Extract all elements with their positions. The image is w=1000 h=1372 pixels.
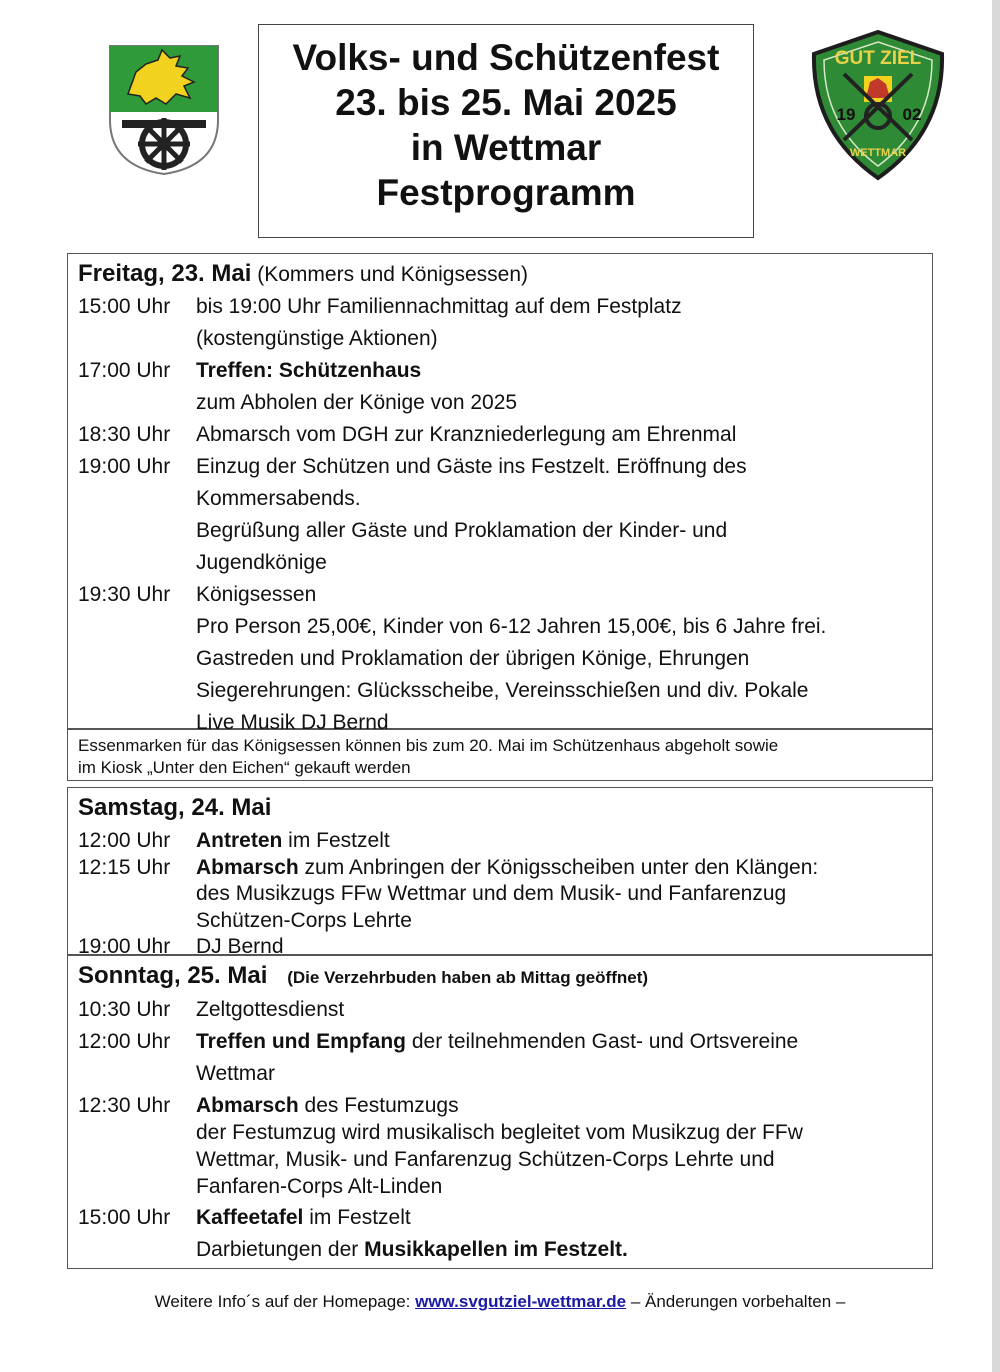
footer [0, 1292, 1000, 1312]
event-description [196, 419, 932, 451]
friday-heading [78, 258, 932, 291]
event-line: des Musikzugs FFw Wettmar und dem Musik- und Fanfarenzug [196, 882, 787, 905]
title-line-2: 23. bis 25. Mai 2025 [335, 82, 677, 123]
schedule-row [78, 451, 932, 579]
page-edge [992, 0, 1000, 1372]
title-line-1: Volks- und Schützenfest [292, 37, 720, 78]
note-line-2: im Kiosk „Unter den Eichen“ gekauft werden [78, 758, 411, 777]
time-label: 17:00 Uhr [78, 359, 171, 382]
friday-section [67, 253, 933, 734]
event-line: Wettmar [196, 1062, 275, 1085]
event-description [196, 1092, 932, 1200]
time-label: 18:30 Uhr [78, 423, 171, 446]
saturday-section [67, 787, 933, 958]
event-description [196, 579, 932, 739]
schedule-row [78, 1026, 932, 1090]
event-line: (kostengünstige Aktionen) [196, 327, 438, 350]
sunday-day: Sonntag, 25. Mai [78, 962, 268, 989]
event-text: des Festumzugs [298, 1094, 459, 1117]
event-description [196, 1026, 932, 1090]
club-logo-year-left: 19 [836, 105, 856, 124]
club-logo-year-right: 02 [902, 105, 922, 124]
time-label: 19:00 Uhr [78, 455, 171, 478]
club-crest-logo [808, 28, 948, 184]
schedule-row [78, 994, 932, 1026]
club-logo-text-top: GUT ZIEL [834, 48, 922, 69]
event-line: der Festumzug wird musikalisch begleitet vom Musikzug der FFw [196, 1121, 803, 1144]
note-line-1: Essenmarken für das Königsessen können bis zum 20. Mai im Schützenhaus abgeholt sowie [78, 736, 779, 755]
club-logo-text-bottom: WETTMAR [849, 147, 907, 159]
event-line: Fanfaren-Corps Alt-Linden [196, 1175, 443, 1198]
event-description [196, 855, 932, 935]
event-line: bis 19:00 Uhr Familiennachmittag auf dem Festplatz [196, 295, 682, 318]
schedule-row [78, 828, 932, 855]
friday-subtitle: (Kommers und Königsessen) [257, 263, 529, 286]
event-description [196, 828, 932, 855]
time-label: 12:00 Uhr [78, 1030, 171, 1053]
time-label: 15:00 Uhr [78, 1206, 171, 1229]
schedule-row [78, 1202, 932, 1266]
time-label: 10:30 Uhr [78, 998, 171, 1021]
event-highlight: Treffen und Empfang [196, 1030, 406, 1053]
event-text: im Festzelt [303, 1206, 411, 1229]
title-box [258, 24, 754, 238]
municipal-crest-logo [106, 42, 222, 178]
schedule-row [78, 855, 932, 935]
event-line: Schützen-Corps Lehrte [196, 908, 412, 932]
schedule-row [78, 579, 932, 739]
event-text: Darbietungen der [196, 1238, 365, 1261]
event-line: Live Musik DJ Bernd [196, 711, 389, 734]
event-highlight: Abmarsch [196, 1094, 299, 1117]
event-line: zum Abholen der Könige von 2025 [196, 391, 518, 414]
saturday-heading [78, 792, 932, 825]
schedule-row [78, 419, 932, 451]
time-label: 15:00 Uhr [78, 295, 171, 318]
event-text: im Festzelt [282, 829, 390, 852]
event-description [196, 1202, 932, 1266]
event-text: DJ Bernd [196, 935, 284, 958]
schedule-row [78, 291, 932, 355]
event-line: Siegerehrungen: Glücksscheibe, Vereinsschießen und div. Pokale [196, 679, 809, 702]
time-label: 19:00 Uhr [78, 935, 171, 958]
title-line-4: Festprogramm [376, 172, 636, 213]
event-line: Begrüßung aller Gäste und Proklamation der Kinder- und [196, 519, 728, 542]
schedule-row [78, 1092, 932, 1200]
title-line-3: in Wettmar [410, 127, 602, 168]
schedule-row [78, 355, 932, 419]
event-description [196, 451, 932, 579]
event-line: Einzug der Schützen und Gäste ins Festzelt. Eröffnung des [196, 455, 747, 478]
sunday-heading [78, 960, 932, 994]
event-description [196, 291, 932, 355]
event-line: Abmarsch vom DGH zur Kranzniederlegung am Ehrenmal [196, 423, 737, 446]
event-line: Pro Person 25,00€, Kinder von 6-12 Jahren 15,00€, bis 6 Jahre frei. [196, 615, 827, 638]
friday-day: Freitag, 23. Mai [78, 260, 252, 287]
sunday-subtitle: (Die Verzehrbuden haben ab Mittag geöffnet) [287, 968, 649, 987]
time-label: 12:15 Uhr [78, 855, 171, 879]
event-line: Wettmar, Musik- und Fanfarenzug Schützen-Corps Lehrte und [196, 1148, 775, 1171]
event-highlight: Kaffeetafel [196, 1206, 304, 1229]
event-highlight: Antreten [196, 829, 283, 852]
event-line: Gastreden und Proklamation der übrigen Könige, Ehrungen [196, 647, 750, 670]
event-description [196, 994, 932, 1026]
event-text: der teilnehmenden Gast- und Ortsvereine [406, 1030, 799, 1053]
event-highlight: Treffen: Schützenhaus [196, 359, 422, 382]
time-label: 12:00 Uhr [78, 829, 171, 852]
meal-token-note [67, 729, 933, 781]
homepage-link[interactable]: www.svgutziel-wettmar.de [415, 1292, 627, 1311]
event-highlight: Musikkapellen im Festzelt. [364, 1238, 628, 1261]
event-line: Kommersabends. [196, 487, 361, 510]
event-description [196, 355, 932, 419]
event-line: Jugendkönige [196, 551, 327, 574]
time-label: 19:30 Uhr [78, 583, 171, 606]
event-text: Zeltgottesdienst [196, 998, 345, 1021]
footer-prefix: Weitere Info´s auf der Homepage: [154, 1292, 416, 1311]
event-highlight: Abmarsch [196, 855, 299, 879]
event-text: zum Anbringen der Königsscheiben unter den Klängen: [298, 855, 819, 879]
saturday-day: Samstag, 24. Mai [78, 794, 272, 821]
sunday-section [67, 955, 933, 1269]
footer-suffix: – Änderungen vorbehalten – [626, 1292, 846, 1311]
time-label: 12:30 Uhr [78, 1094, 171, 1117]
event-line: Königsessen [196, 583, 317, 606]
